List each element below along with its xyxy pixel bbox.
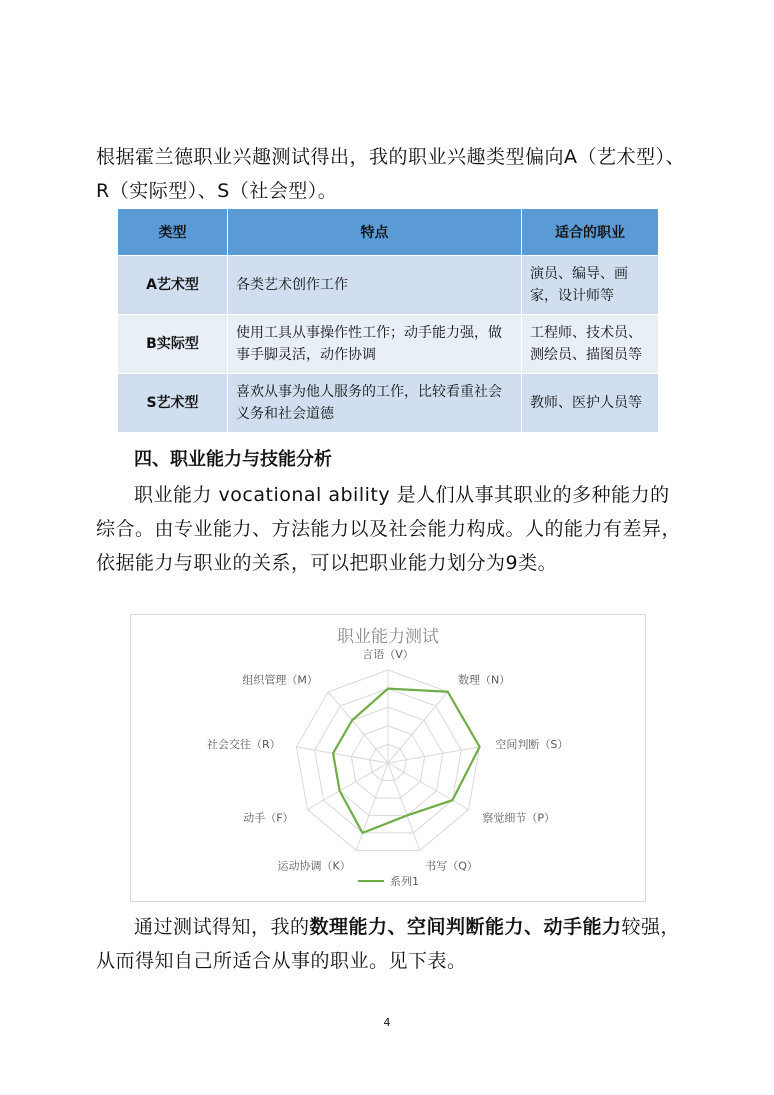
interest-type-table: [117, 208, 659, 433]
radar-category-label: 察觉细节（P）: [482, 811, 556, 825]
conclusion-paragraph: [96, 910, 686, 978]
cell-type: B实际型: [118, 315, 228, 374]
radar-spoke: [328, 692, 388, 763]
radar-chart-svg: [131, 615, 645, 901]
cell-jobs: 教师、医护人员等: [522, 374, 659, 433]
header-jobs: 适合的职业: [522, 209, 659, 256]
cell-type: S艺术型: [118, 374, 228, 433]
header-features: 特点: [228, 209, 522, 256]
radar-spoke: [388, 763, 420, 850]
cell-type: A艺术型: [118, 256, 228, 315]
radar-category-label: 运动协调（K）: [277, 859, 351, 873]
radar-category-label: 空间判断（S）: [495, 738, 569, 752]
radar-spoke: [388, 692, 448, 763]
cell-jobs: 演员、编导、画家，设计师等: [522, 256, 659, 315]
radar-category-label: 言语（V）: [362, 648, 414, 661]
radar-spoke: [356, 763, 388, 850]
radar-chart: [130, 614, 646, 902]
cell-features: 各类艺术创作工作: [228, 256, 522, 315]
radar-category-label: 书写（Q）: [425, 859, 478, 873]
radar-spoke: [388, 763, 469, 810]
radar-category-label: 社会交往（R）: [206, 738, 281, 752]
page-number: 4: [383, 1016, 391, 1029]
radar-category-label: 动手（F）: [243, 811, 294, 825]
header-type: 类型: [118, 209, 228, 256]
cell-jobs: 工程师、技术员、测绘员、描图员等: [522, 315, 659, 374]
radar-category-label: 数理（N）: [458, 673, 511, 687]
radar-category-label: 组织管理（M）: [242, 673, 318, 687]
cell-features: 喜欢从事为他人服务的工作，比较看重社会义务和社会道德: [228, 374, 522, 433]
table-row: [118, 315, 659, 374]
conclusion-text-post: 较强，从而得知自己所适合从事的职业。见下表。: [96, 916, 681, 972]
chart-title: 职业能力测试: [337, 627, 439, 647]
table-row: [118, 256, 659, 315]
table-row: [118, 374, 659, 433]
conclusion-text-pre: 通过测试得知，我的: [134, 916, 310, 938]
legend-label: 系列1: [390, 875, 419, 888]
intro-paragraph: 根据霍兰德职业兴趣测试得出，我的职业兴趣类型偏向A（艺术型）、R（实际型）、S（社会型）。: [96, 146, 685, 202]
cell-features: 使用工具从事操作性工作；动手能力强，做事手脚灵活，动作协调: [228, 315, 522, 374]
conclusion-text-bold: 数理能力、空间判断能力、动手能力: [309, 916, 622, 938]
ability-paragraph: 职业能力 vocational ability 是人们从事其职业的多种能力的综合。由专业能力、方法能力以及社会能力构成。人的能力有差异，依据能力与职业的关系，可以把职业能力划分为9类。: [96, 484, 682, 574]
section-title: 四、职业能力与技能分析: [134, 449, 332, 470]
radar-spoke: [296, 747, 388, 763]
table-header-row: [118, 209, 659, 256]
radar-spoke: [388, 747, 480, 763]
radar-spoke: [307, 763, 388, 810]
